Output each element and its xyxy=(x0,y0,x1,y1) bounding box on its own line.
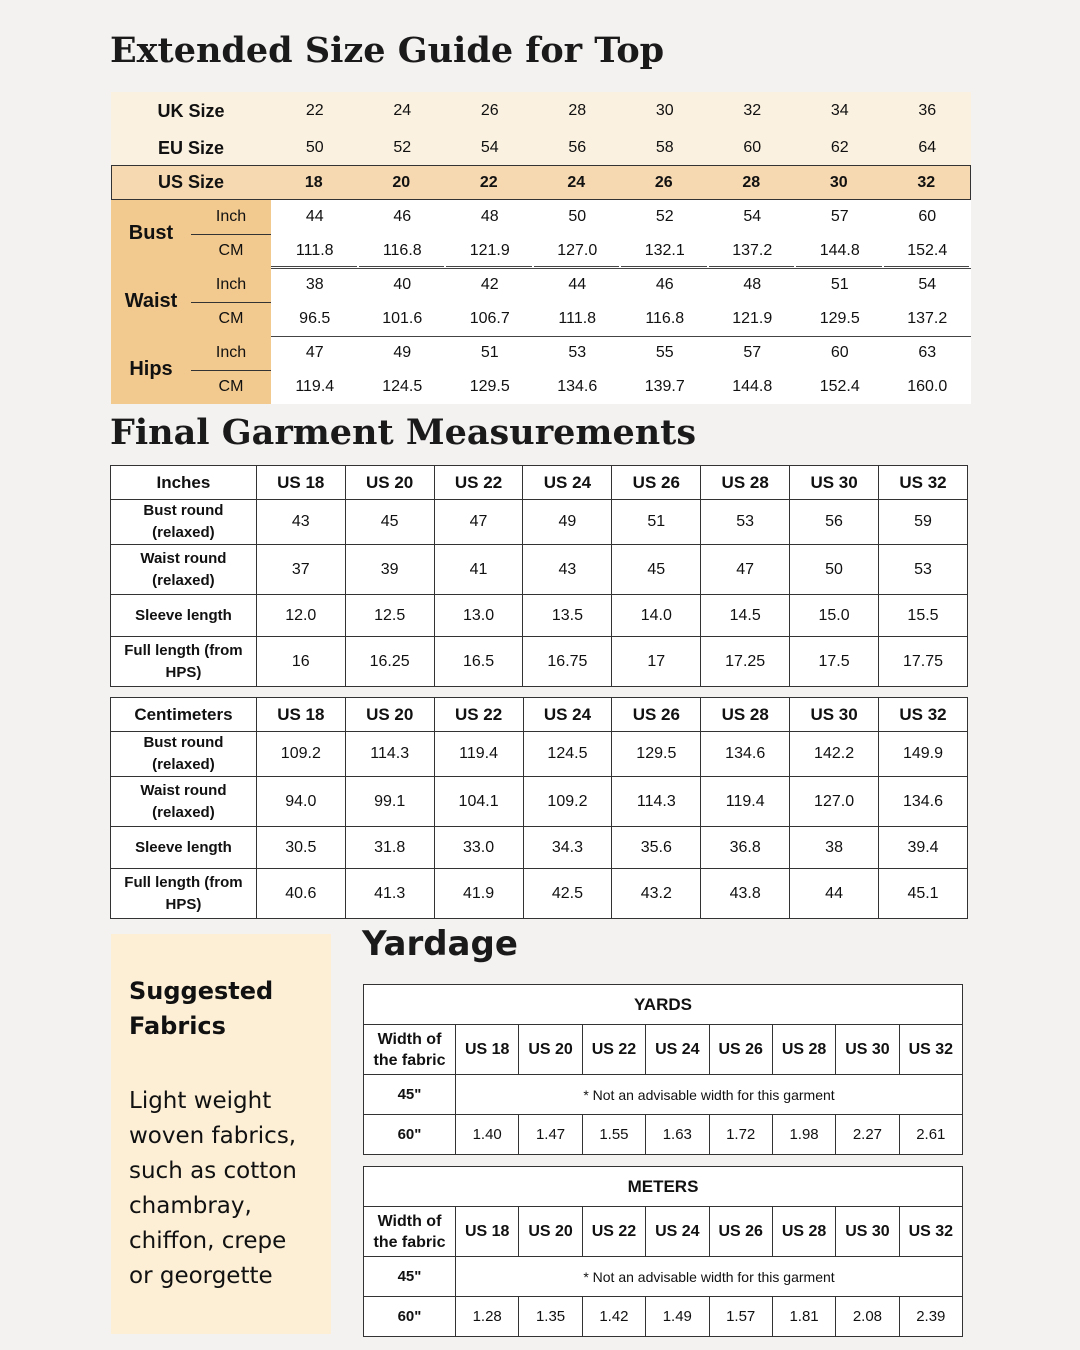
inches-corner: Inches xyxy=(111,466,257,500)
cell-value: 104.1 xyxy=(434,777,523,827)
inch-value: 57 xyxy=(743,344,762,361)
row-label: Waist round (relaxed) xyxy=(111,777,257,827)
size-header: US 24 xyxy=(523,466,612,500)
inch-value: 40 xyxy=(393,276,412,293)
cell-value: 43.8 xyxy=(701,869,790,919)
size-header: US 22 xyxy=(434,698,523,732)
size-cell: 34 xyxy=(830,102,849,119)
inch-value: 63 xyxy=(918,344,937,361)
width-label: Width of the fabric xyxy=(364,1207,456,1257)
size-cell: 24 xyxy=(567,173,586,191)
size-cell: 20 xyxy=(392,173,411,191)
table-row xyxy=(111,545,968,595)
yardage-value: 1.49 xyxy=(646,1297,709,1337)
size-cell: 28 xyxy=(742,173,761,191)
cell-value: 119.4 xyxy=(434,732,523,777)
size-header: US 18 xyxy=(456,1207,519,1257)
cell-value: 35.6 xyxy=(612,827,701,869)
cell-value: 14.5 xyxy=(701,595,790,637)
size-header: US 30 xyxy=(836,1025,899,1075)
yardage-value: 2.61 xyxy=(899,1115,962,1155)
cm-value: 121.9 xyxy=(732,310,773,327)
table-row xyxy=(111,637,968,687)
unit-cm-label: CM xyxy=(218,242,244,259)
cm-value: 96.5 xyxy=(299,310,331,327)
cell-value: 50 xyxy=(790,545,879,595)
size-cell: 60 xyxy=(743,139,762,156)
inch-values-row xyxy=(271,276,971,294)
cm-value: 111.8 xyxy=(295,242,334,259)
cell-value: 51 xyxy=(612,500,701,545)
inch-value: 60 xyxy=(830,344,849,361)
inch-value: 44 xyxy=(305,208,324,225)
yardage-value: 1.98 xyxy=(772,1115,835,1155)
size-header: US 28 xyxy=(701,466,790,500)
final-inches-header xyxy=(111,466,968,500)
inch-value: 47 xyxy=(305,344,324,361)
size-cell: 32 xyxy=(917,173,936,191)
cm-value: 137.2 xyxy=(732,242,773,259)
unit-inch-label: Inch xyxy=(215,344,247,361)
inch-value: 38 xyxy=(305,276,324,293)
cell-value: 31.8 xyxy=(345,827,434,869)
size-header: US 20 xyxy=(345,698,434,732)
row-label: Waist round (relaxed) xyxy=(111,545,257,595)
row-60 xyxy=(364,1115,963,1155)
group-divider xyxy=(271,336,971,337)
inch-value: 55 xyxy=(655,344,674,361)
inch-value: 49 xyxy=(393,344,412,361)
size-cell: 18 xyxy=(304,173,323,191)
cell-value: 30.5 xyxy=(256,827,345,869)
cell-value: 36.8 xyxy=(701,827,790,869)
cell-value: 15.0 xyxy=(790,595,879,637)
cell-value: 47 xyxy=(434,500,523,545)
cm-value: 160.0 xyxy=(907,378,948,395)
size-cell: 58 xyxy=(655,139,674,156)
unit-cm-label: CM xyxy=(218,378,244,395)
size-cell: 24 xyxy=(393,102,412,119)
header-row xyxy=(364,1207,963,1257)
yardage-value: 1.40 xyxy=(456,1115,519,1155)
size-cell: 30 xyxy=(655,102,674,119)
cm-values-row xyxy=(271,242,971,260)
size-header: US 30 xyxy=(790,698,879,732)
header-row xyxy=(364,1025,963,1075)
table-caption: METERS xyxy=(364,1167,963,1207)
inch-value: 46 xyxy=(393,208,412,225)
column-underlines xyxy=(271,266,971,267)
cell-value: 16.25 xyxy=(345,637,434,687)
unit-cm-label: CM xyxy=(218,310,244,327)
measure-group-waist xyxy=(111,268,971,336)
row-45 xyxy=(364,1257,963,1297)
cell-value: 45 xyxy=(612,545,701,595)
size-header: US 24 xyxy=(646,1025,709,1075)
unit-inch-label: Inch xyxy=(215,208,247,225)
inch-value: 48 xyxy=(743,276,762,293)
size-cell: 56 xyxy=(568,139,587,156)
size-header: US 24 xyxy=(523,698,612,732)
size-cell: 32 xyxy=(743,102,762,119)
column-underline xyxy=(359,266,445,267)
size-header: US 28 xyxy=(701,698,790,732)
table-row xyxy=(111,500,968,545)
measure-label-bg xyxy=(111,200,271,268)
cm-value: 137.2 xyxy=(907,310,948,327)
meters-table xyxy=(363,1166,963,1337)
size-header: US 26 xyxy=(612,698,701,732)
inch-value: 52 xyxy=(655,208,674,225)
cell-value: 12.5 xyxy=(345,595,434,637)
cell-value: 43 xyxy=(523,545,612,595)
final-cm-table xyxy=(110,697,968,919)
eu-size-values xyxy=(271,139,971,157)
final-cm-header xyxy=(111,698,968,732)
size-guide-table xyxy=(111,92,971,404)
cell-value: 16 xyxy=(256,637,345,687)
inch-value: 46 xyxy=(655,276,674,293)
cell-value: 43.2 xyxy=(612,869,701,919)
size-header: US 32 xyxy=(899,1207,962,1257)
size-header: US 18 xyxy=(256,698,345,732)
cell-value: 42.5 xyxy=(523,869,612,919)
us-size-row xyxy=(111,165,971,200)
cell-value: 43 xyxy=(256,500,345,545)
cell-value: 41 xyxy=(434,545,523,595)
cell-value: 114.3 xyxy=(345,732,434,777)
table-row xyxy=(111,827,968,869)
cell-value: 17.75 xyxy=(879,637,968,687)
cell-value: 38 xyxy=(790,827,879,869)
cm-value: 116.8 xyxy=(645,310,685,327)
row-60 xyxy=(364,1297,963,1337)
cm-value: 101.6 xyxy=(382,310,423,327)
size-header: US 20 xyxy=(519,1025,582,1075)
yardage-value: 2.39 xyxy=(899,1297,962,1337)
cell-value: 109.2 xyxy=(256,732,345,777)
inch-value: 54 xyxy=(918,276,937,293)
cell-value: 45.1 xyxy=(879,869,968,919)
size-header: US 26 xyxy=(709,1025,772,1075)
inch-values-row xyxy=(271,208,971,226)
eu-size-label: EU Size xyxy=(157,137,225,158)
width-60: 60" xyxy=(364,1297,456,1337)
table-row xyxy=(111,595,968,637)
cm-corner: Centimeters xyxy=(111,698,257,732)
us-size-values xyxy=(270,174,970,192)
size-header: US 18 xyxy=(256,466,345,500)
cm-value: 111.8 xyxy=(558,310,597,327)
cm-value: 124.5 xyxy=(382,378,423,395)
cell-value: 47 xyxy=(701,545,790,595)
caption-row xyxy=(364,1167,963,1207)
size-header: US 22 xyxy=(582,1025,645,1075)
inch-value: 44 xyxy=(568,276,587,293)
yardage-value: 1.55 xyxy=(582,1115,645,1155)
cell-value: 127.0 xyxy=(790,777,879,827)
size-cell: 26 xyxy=(654,173,673,191)
table-row xyxy=(111,869,968,919)
uk-size-values xyxy=(271,102,971,120)
yards-table xyxy=(363,984,963,1155)
yardage-value: 2.08 xyxy=(836,1297,899,1337)
uk-size-label: UK Size xyxy=(157,100,225,121)
cell-value: 39 xyxy=(345,545,434,595)
cell-value: 17.5 xyxy=(790,637,879,687)
caption-row xyxy=(364,985,963,1025)
inch-value: 50 xyxy=(568,208,587,225)
size-cell: 64 xyxy=(918,139,937,156)
fabrics-text: Light weight woven fabrics, such as cotton chambray, chiffon, crepe or georgette xyxy=(129,1088,297,1289)
size-cell: 50 xyxy=(305,139,324,156)
size-guide-title: Extended Size Guide for Top xyxy=(110,30,665,71)
inch-value: 48 xyxy=(480,208,499,225)
cm-value: 152.4 xyxy=(819,378,860,395)
cell-value: 34.3 xyxy=(523,827,612,869)
cell-value: 39.4 xyxy=(879,827,968,869)
not-advisable-note: * Not an advisable width for this garment xyxy=(456,1257,963,1297)
cm-values-row xyxy=(271,310,971,328)
measure-name: Hips xyxy=(129,358,173,380)
measure-values xyxy=(271,200,971,268)
size-header: US 26 xyxy=(709,1207,772,1257)
cell-value: 134.6 xyxy=(701,732,790,777)
final-inches-table xyxy=(110,465,968,687)
column-underline xyxy=(796,266,882,267)
cell-value: 124.5 xyxy=(523,732,612,777)
measure-label-bg xyxy=(111,268,271,336)
size-header: US 22 xyxy=(582,1207,645,1257)
eu-size-row xyxy=(111,130,971,166)
inch-values-row xyxy=(271,344,971,362)
cm-value: 132.1 xyxy=(644,242,685,259)
cm-value: 127.0 xyxy=(557,242,598,259)
size-cell: 36 xyxy=(918,102,937,119)
size-header: US 20 xyxy=(345,466,434,500)
cell-value: 94.0 xyxy=(256,777,345,827)
table-row xyxy=(111,777,968,827)
size-header: US 28 xyxy=(772,1207,835,1257)
table-caption: YARDS xyxy=(364,985,963,1025)
size-header: US 32 xyxy=(879,466,968,500)
cell-value: 33.0 xyxy=(434,827,523,869)
width-label: Width of the fabric xyxy=(364,1025,456,1075)
unit-divider xyxy=(191,302,271,303)
cell-value: 45 xyxy=(345,500,434,545)
cell-value: 41.3 xyxy=(345,869,434,919)
unit-divider xyxy=(191,370,271,371)
size-cell: 22 xyxy=(305,102,324,119)
final-measurements-title: Final Garment Measurements xyxy=(110,412,697,453)
cell-value: 13.5 xyxy=(523,595,612,637)
size-cell: 22 xyxy=(479,173,498,191)
fabrics-heading: Suggested Fabrics xyxy=(129,977,274,1040)
yardage-value: 1.57 xyxy=(709,1297,772,1337)
yardage-value: 1.35 xyxy=(519,1297,582,1337)
yardage-value: 1.28 xyxy=(456,1297,519,1337)
cell-value: 49 xyxy=(523,500,612,545)
cm-value: 121.9 xyxy=(469,242,510,259)
cm-value: 106.7 xyxy=(469,310,510,327)
cell-value: 134.6 xyxy=(879,777,968,827)
inch-value: 54 xyxy=(743,208,762,225)
row-label: Bust round (relaxed) xyxy=(111,500,257,545)
size-cell: 54 xyxy=(480,139,499,156)
size-header: US 30 xyxy=(836,1207,899,1257)
size-cell: 26 xyxy=(480,102,499,119)
cm-value: 139.7 xyxy=(644,378,685,395)
us-size-label: US Size xyxy=(157,172,225,192)
cell-value: 37 xyxy=(256,545,345,595)
inch-value: 51 xyxy=(830,276,849,293)
cell-value: 109.2 xyxy=(523,777,612,827)
row-label: Sleeve length xyxy=(111,827,257,869)
inch-value: 57 xyxy=(830,208,849,225)
cm-value: 129.5 xyxy=(469,378,510,395)
column-underline xyxy=(446,266,532,267)
cell-value: 17.25 xyxy=(701,637,790,687)
cell-value: 149.9 xyxy=(879,732,968,777)
size-header: US 24 xyxy=(646,1207,709,1257)
measure-group-bust xyxy=(111,200,971,268)
size-header: US 32 xyxy=(899,1025,962,1075)
cm-value: 144.8 xyxy=(819,242,860,259)
yardage-value: 1.81 xyxy=(772,1297,835,1337)
yardage-value: 1.63 xyxy=(646,1115,709,1155)
cm-value: 144.8 xyxy=(732,378,773,395)
cm-value: 134.6 xyxy=(557,378,598,395)
cell-value: 16.75 xyxy=(523,637,612,687)
yardage-value: 1.42 xyxy=(582,1297,645,1337)
size-header: US 30 xyxy=(790,466,879,500)
size-header: US 32 xyxy=(879,698,968,732)
suggested-fabrics-box xyxy=(111,934,331,1334)
cell-value: 119.4 xyxy=(701,777,790,827)
row-45 xyxy=(364,1075,963,1115)
group-divider xyxy=(271,268,971,269)
cell-value: 40.6 xyxy=(256,869,345,919)
width-45: 45" xyxy=(364,1075,456,1115)
cell-value: 17 xyxy=(612,637,701,687)
yardage-value: 1.47 xyxy=(519,1115,582,1155)
measure-name: Bust xyxy=(128,222,174,244)
cm-value: 119.4 xyxy=(295,378,335,395)
cm-value: 116.8 xyxy=(382,242,422,259)
column-underline xyxy=(709,266,795,267)
row-label: Sleeve length xyxy=(111,595,257,637)
size-cell: 30 xyxy=(829,173,848,191)
size-header: US 22 xyxy=(434,466,523,500)
cell-value: 12.0 xyxy=(256,595,345,637)
measure-values xyxy=(271,336,971,404)
cell-value: 114.3 xyxy=(612,777,701,827)
size-cell: 62 xyxy=(830,139,849,156)
measure-values xyxy=(271,268,971,336)
yardage-value: 1.72 xyxy=(709,1115,772,1155)
cell-value: 14.0 xyxy=(612,595,701,637)
inch-value: 60 xyxy=(918,208,937,225)
cm-values-row xyxy=(271,378,971,396)
size-header: US 18 xyxy=(456,1025,519,1075)
yardage-value: 2.27 xyxy=(836,1115,899,1155)
size-header: US 20 xyxy=(519,1207,582,1257)
row-label: Bust round (relaxed) xyxy=(111,732,257,777)
table-row xyxy=(111,732,968,777)
size-header: US 26 xyxy=(612,466,701,500)
width-45: 45" xyxy=(364,1257,456,1297)
not-advisable-note: * Not an advisable width for this garment xyxy=(456,1075,963,1115)
inch-value: 53 xyxy=(568,344,587,361)
size-cell: 52 xyxy=(393,139,412,156)
cell-value: 15.5 xyxy=(879,595,968,637)
yardage-title: Yardage xyxy=(362,924,518,964)
measure-label-bg xyxy=(111,336,271,404)
column-underline xyxy=(621,266,707,267)
cell-value: 129.5 xyxy=(612,732,701,777)
cell-value: 56 xyxy=(790,500,879,545)
cm-value: 152.4 xyxy=(907,242,948,259)
cell-value: 44 xyxy=(790,869,879,919)
uk-size-row xyxy=(111,92,971,130)
column-underline xyxy=(884,266,970,267)
cell-value: 13.0 xyxy=(434,595,523,637)
cell-value: 41.9 xyxy=(434,869,523,919)
cell-value: 16.5 xyxy=(434,637,523,687)
column-underline xyxy=(271,266,357,267)
cm-value: 129.5 xyxy=(819,310,860,327)
width-60: 60" xyxy=(364,1115,456,1155)
size-header: US 28 xyxy=(772,1025,835,1075)
row-label: Full length (from HPS) xyxy=(111,869,257,919)
row-label: Full length (from HPS) xyxy=(111,637,257,687)
cell-value: 59 xyxy=(879,500,968,545)
cell-value: 53 xyxy=(701,500,790,545)
unit-divider xyxy=(191,234,271,235)
unit-inch-label: Inch xyxy=(215,276,247,293)
cell-value: 142.2 xyxy=(790,732,879,777)
inch-value: 51 xyxy=(480,344,499,361)
column-underline xyxy=(534,266,620,267)
inch-value: 42 xyxy=(480,276,499,293)
cell-value: 53 xyxy=(879,545,968,595)
cell-value: 99.1 xyxy=(345,777,434,827)
measure-name: Waist xyxy=(124,290,178,312)
size-cell: 28 xyxy=(568,102,587,119)
measure-group-hips xyxy=(111,336,971,404)
